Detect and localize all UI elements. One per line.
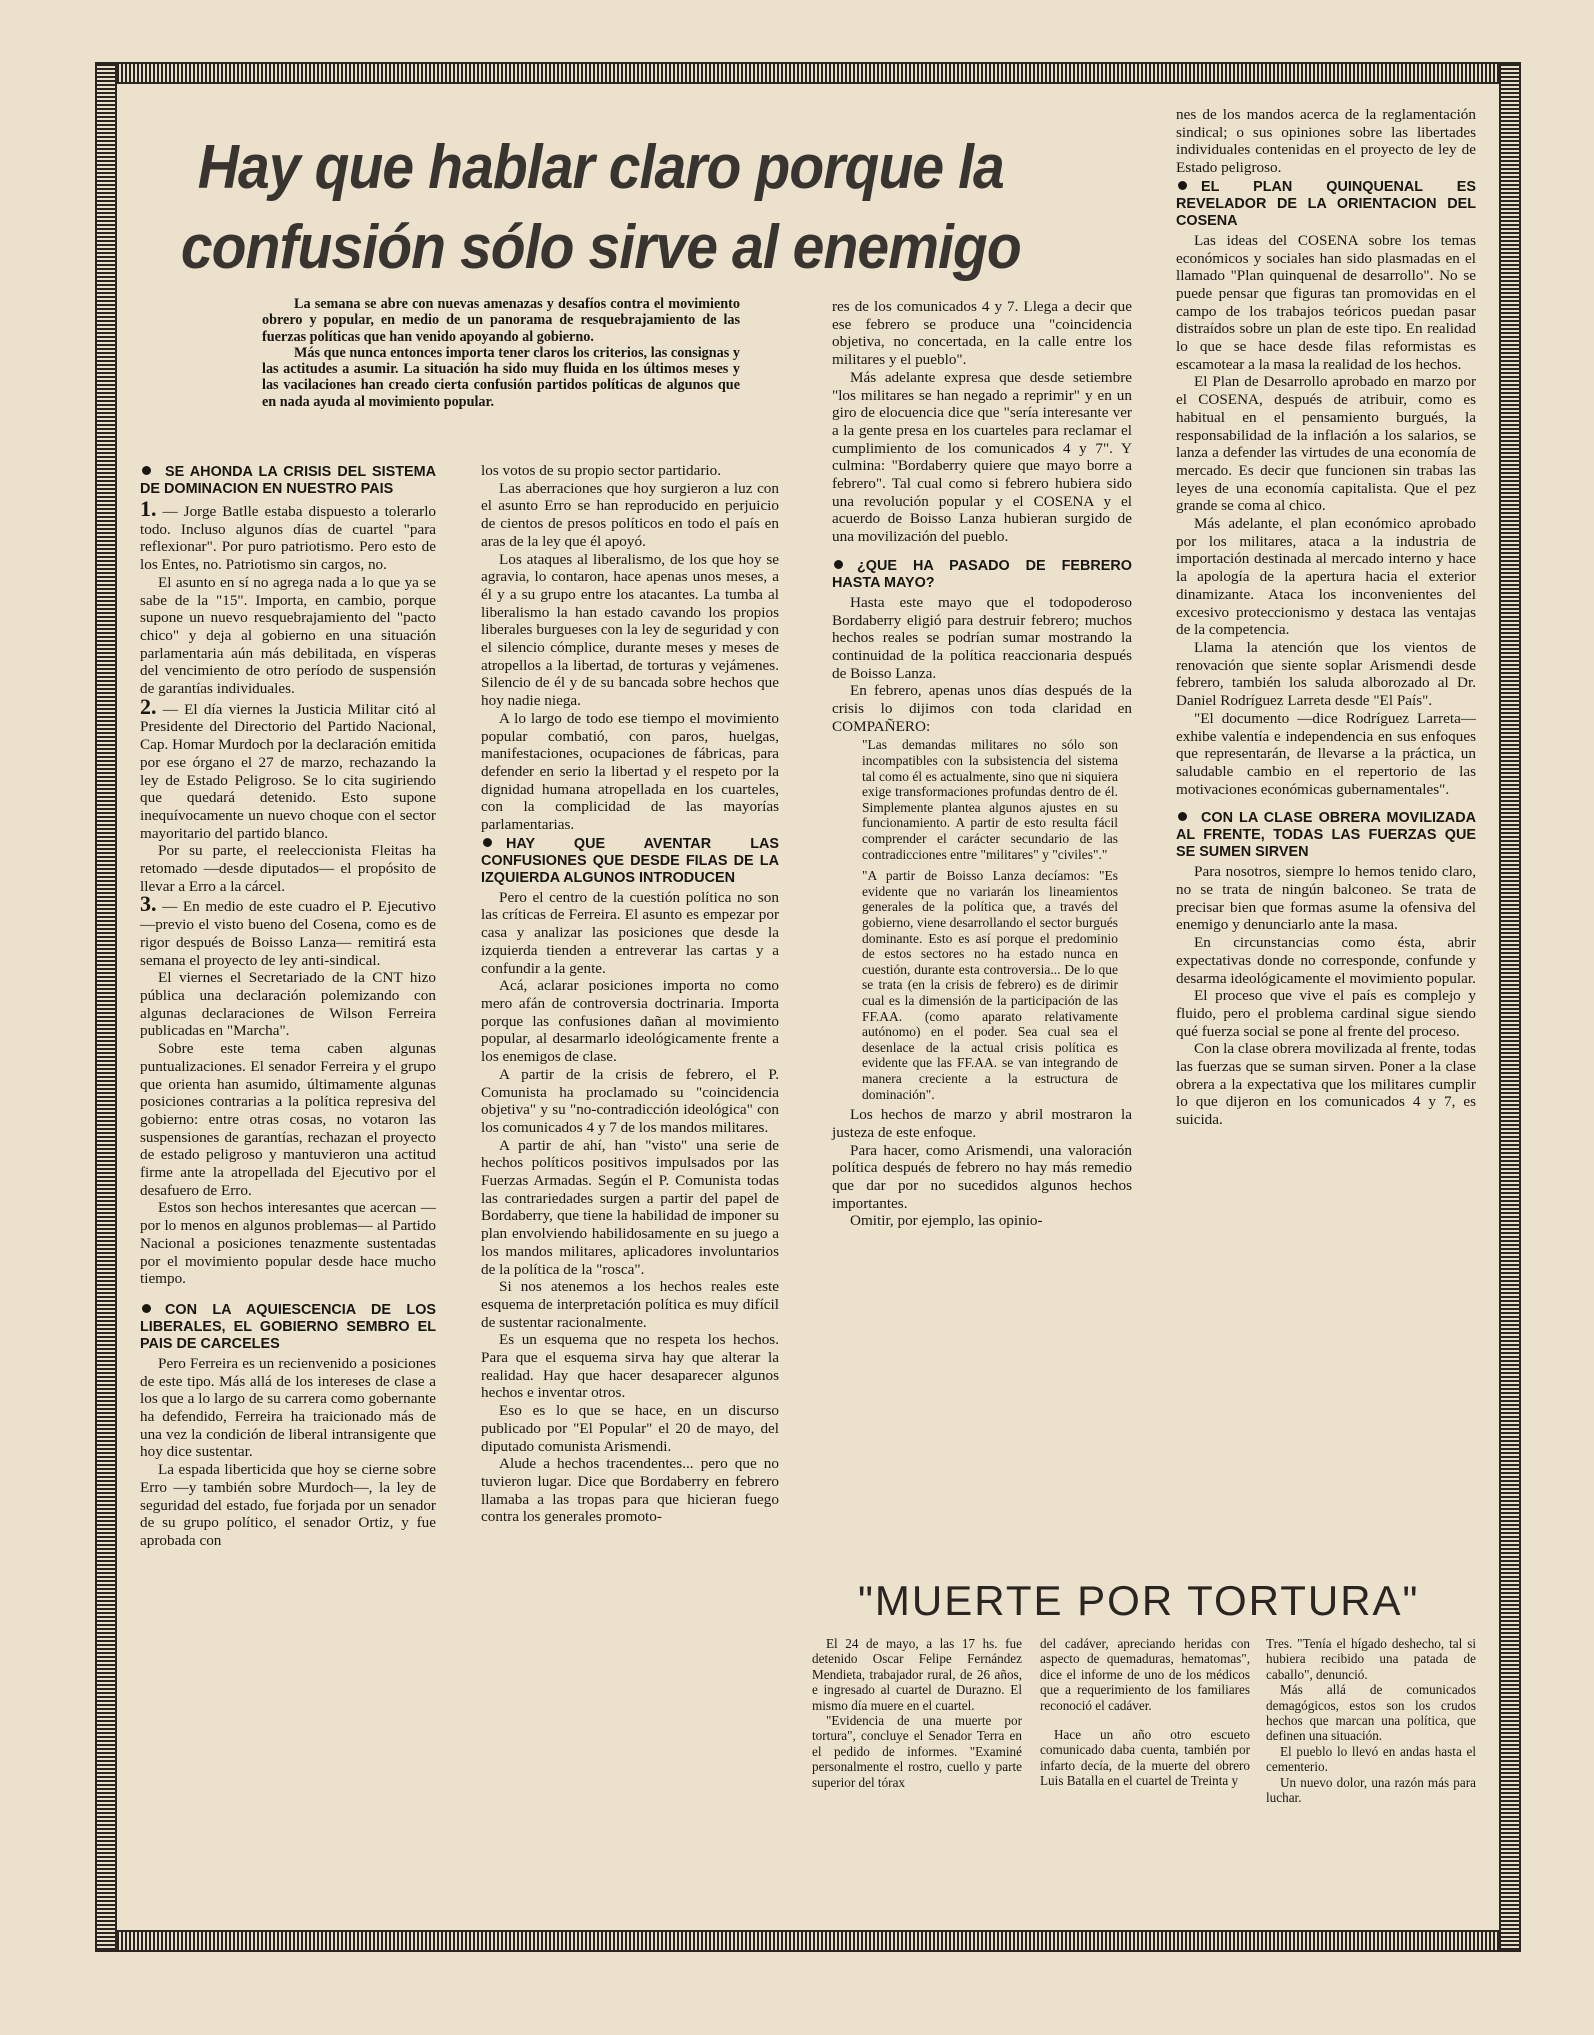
paragraph: En circunstancias como ésta, abrir expectativas donde no corresponde, confunde y desarma ideológicamente el movimiento popular. <box>1176 934 1476 987</box>
paragraph: Pero el centro de la cuestión política no son las críticas de Ferreira. El asunto es empezar por casa y analizar las posiciones que desde la izquierda tienden a entreverar las cartas y a confundir a la gente. <box>481 888 779 977</box>
box-column-1 <box>812 1636 1022 1790</box>
paragraph: Más adelante, el plan económico aprobado por los militares, ataca a la industria de importación destinada al mercado interno y hace la apología de la apertura hacia el exterior dinamizante. Ataca los inconvenientes del excesivo proteccionismo y destaca las ventajas de la competencia. <box>1176 515 1476 639</box>
lead-paragraph: La semana se abre con nuevas amenazas y desafíos contra el movimiento obrero y popular, en medio de un panorama de resquebrajamiento de las fuerzas políticas que han venido apoyando al gobierno. <box>262 296 740 345</box>
paragraph: A partir de ahí, han "visto" una serie de hechos políticos positivos impulsados por las Fuerzas Armadas. Según el P. Comunista todas las contrariedades surgen a partir del papel de Bordaberry, que tiene la habilidad de imponer su plan envolviendo habilidosamente en su juego a los mandos militares, aplicadores involuntarios de la política de la "rosca". <box>481 1136 779 1278</box>
paragraph: A partir de la crisis de febrero, el P. Comunista ha proclamado su "coincidencia objetiva" y su "no-contradicción ideológica" con los comunicados 4 y 7 de los mandos militares. <box>481 1065 779 1136</box>
paragraph: Acá, aclarar posiciones importa no como mero afán de controversia doctrinaria. Importa porque las confusiones dañan al movimiento popular, al desarmarlo ideológicamente frente a los enemigos de clase. <box>481 977 779 1066</box>
lead-paragraph: Más que nunca entonces importa tener claros los criterios, las consignas y las actitudes a asumir. La situación ha sido muy fluida en los últimos meses y las vacilaciones han creado cierta confusión partidos políticas de algunos que en nada ayuda al movimiento popular. <box>262 344 740 410</box>
paragraph: Con la clase obrera movilizada al frente, todas las fuerzas que se suman sirven. Poner a la clase obrera a la expectativa que los militares cumplir lo que dijeron en los comunicados 4 y 7, es suicida. <box>1176 1040 1476 1129</box>
quote-paragraph: "A partir de Boisso Lanza decíamos: "Es evidente que no variarán los lineamientos generales de la política que, a través del gobierno, viene desarrollando el sector burgués dominante. Esto es así porque el predominio de estos sectores no ha estado nunca en cuestión, durante esta controversia... De lo que se trata (en la crisis de febrero) es de dirimir cual es la dimensión de la participación de las FF.AA. (como aparato relativamente autónomo) en el poder. Sea cual sea el desenlace de la actual crisis política es evidente que las FF.AA. se van integrando de manera creciente a la estructura de dominación". <box>862 868 1118 1102</box>
section-heading: CON LA CLASE OBRERA MOVILIZADA AL FRENTE, TODAS LAS FUERZAS QUE SE SUMEN SIRVEN <box>1176 810 1476 861</box>
box-title: "MUERTE POR TORTURA" <box>858 1577 1420 1624</box>
paragraph: Eso es lo que se hace, en un discurso publicado por "El Popular" el 20 de mayo, del diputado comunista Arismendi. <box>481 1402 779 1455</box>
lead-paragraphs <box>262 296 740 410</box>
paragraph: En febrero, apenas unos días después de la crisis lo dijimos con toda claridad en COMPAÑERO: <box>832 682 1132 735</box>
paragraph: Hasta este mayo que el todopoderoso Bordaberry eligió para destruir febrero; muchos hechos reales se podrían sumar mostrando la continuidad de la política reaccionaria después de Boisso Lanza. <box>832 593 1132 682</box>
bullet-icon <box>1178 181 1187 190</box>
paragraph: Omitir, por ejemplo, las opinio- <box>850 1212 1043 1230</box>
paragraph: Alude a hechos tracendentes... pero que no tuvieron lugar. Dice que Bordaberry en febrero llamaba a las tropas para que hicieran fuego contra los generales promoto- <box>481 1455 779 1526</box>
section-heading: HAY QUE AVENTAR LAS CONFUSIONES QUE DESDE FILAS DE LA IZQUIERDA ALGUNOS INTRODUCEN <box>481 835 779 886</box>
paragraph: 3. — En medio de este cuadro el P. Ejecutivo —previo el visto bueno del Cosena, como es de rigor después de Boisso Lanza— remitirá esta semana el proyecto de ley anti-sindical. <box>140 891 436 969</box>
paragraph: Más allá de comunicados demagógicos, estos son los crudos hechos que marcan una política, que definen una situación. <box>1266 1682 1476 1744</box>
column-1 <box>140 462 436 1550</box>
paragraph: Estos son hechos interesantes que acercan —por lo menos en algunos problemas— al Partido Nacional a posiciones tenazmente sustentadas por el movimiento popular desde hace mucho tiempo. <box>140 1199 436 1288</box>
paragraph: Pero Ferreira es un recienvenido a posiciones de este tipo. Más allá de los intereses de clase a los que a lo largo de su carrera como gobernante ha defendido, Ferreira ha traicionado más de una vez la condición de liberal intransigente que hoy dice sustentar. <box>140 1354 436 1461</box>
paragraph: Las aberraciones que hoy surgieron a luz con el asunto Erro se han reproducido en perjuicio de cientos de presos políticos en todo el país en aras de la ley que él apoyó. <box>481 479 779 550</box>
paragraph: 1. — Jorge Batlle estaba dispuesto a tolerarlo todo. Incluso algunos días de cuartel "para reflexionar". Por puro patriotismo. Pero esto de los Entes, no. Patriotismo sin cargos, no. <box>140 496 437 574</box>
paragraph: Las ideas del COSENA sobre los temas económicos y sociales han sido plasmadas en el llamado "Plan quinquenal de desarrollo". No se puede pensar que figuras tan promovidas en el campo de los trabajos teóricos puedan pasar distraídos sobre un plan de este tipo. En realidad lo que se hace desde filas reformistas es escamotear a la masa la realidad de los hechos. <box>1176 231 1476 373</box>
paragraph: Más adelante expresa que desde setiembre "los militares se han negado a reprimir" y en un giro de elocuencia dice que "sería interesante ver a la gente presa en los cuarteles para reclamar el cumplimiento de los comunicados 4 y 7". Y culmina: "Bordaberry quiere que mayo borre a febrero". Tal cual como si febrero hubiera sido una revolución popular y el COSENA y el acuerdo de Boisso Lanza hubieran surgido de una movilización del pueblo. <box>832 368 1132 546</box>
paragraph: Para hacer, como Arismendi, una valoración política después de febrero no hay más remedio que dar por no sucedidos algunos hechos importantes. <box>832 1141 1132 1212</box>
section-heading: CON LA AQUIESCENCIA DE LOS LIBERALES, EL GOBIERNO SEMBRO EL PAIS DE CARCELES <box>140 1301 436 1352</box>
quote-paragraph: "Las demandas militares no sólo son incompatibles con la subsistencia del sistema tal como él es actualmente, sino que ni siquiera exige transformaciones profundas dentro de él. Simplemente plantea algunos ajustes en su funcionamiento. A partir de esto resulta fácil comprender el carácter secundario de las contradicciones entre "militares" y "civiles"." <box>862 737 1118 862</box>
bullet-icon <box>834 560 843 569</box>
paragraph: Un nuevo dolor, una razón más para luchar. <box>1266 1774 1476 1806</box>
decorative-border-bottom <box>95 1930 1521 1952</box>
paragraph: El Plan de Desarrollo aprobado en marzo por el COSENA, después de atribuir, como es habitual en el pensamiento burgués, la responsabilidad de la inflación a los salarios, se lanza a defender las virtudes de una economía de mercado. Es decir que funcionen sin trabas las leyes de una economía capitalista. Que el pez grande se coma al chico. <box>1176 373 1476 515</box>
decorative-border-left <box>95 62 117 1952</box>
paragraph: res de los comunicados 4 y 7. Llega a decir que ese febrero se produce una "coincidencia objetiva, no concertada, en la calle entre los militares y el pueblo". <box>832 298 1132 369</box>
box-column-3 <box>1266 1636 1476 1805</box>
headline-line-2: confusión sólo sirve al enemigo <box>180 213 1021 282</box>
bullet-icon <box>142 466 151 475</box>
paragraph: Por su parte, el reeleccionista Fleitas ha retomado —desde diputados— el propósito de llevar a Erro a la cárcel. <box>140 842 436 895</box>
decorative-border-top <box>95 62 1521 84</box>
paragraph: "El documento —dice Rodríguez Larreta— exhibe valentía e independencia en sus enfoques que representarán, de llevarse a la práctica, un saludable cambio en el repertorio de las motivaciones económicas gubernamentales". <box>1176 709 1476 798</box>
paragraph: El asunto en sí no agrega nada a lo que ya se sabe de la "15". Importa, en cambio, porque supone un nuevo resquebrajamiento del "pacto chico" y deja al gobierno en una situación parlamentaria aún más debilitada, en vísperas del vencimiento de otro período de suspensión de garantías individuales. <box>140 573 436 698</box>
paragraph: "Evidencia de una muerte por tortura", concluye el Senador Terra en el pedido de informes. "Examiné personalmente el rostro, cuello y parte superior del tórax <box>812 1713 1022 1790</box>
bullet-icon <box>1178 812 1187 821</box>
column-4 <box>1176 106 1476 1129</box>
paragraph: Hace un año otro escueto comunicado daba cuenta, también por infarto decía, de la muerte del obrero Luis Batalla en el cuartel de Treinta y <box>1040 1727 1250 1789</box>
paragraph: A lo largo de todo ese tiempo el movimiento popular combatió, con paros, huelgas, manifestaciones, ocupaciones de fábricas, para defender en serio la libertad y el respeto por la dignidad humana atropellada en los cuarteles, con la complicidad de las mayorías parlamentarias. <box>481 709 779 834</box>
paragraph: del cadáver, apreciando heridas con aspecto de quemaduras, hematomas", dice el informe de uno de los médicos que a requerimiento de los familiares reconoció el cadáver. <box>1040 1636 1250 1713</box>
box-column-2 <box>1040 1636 1250 1789</box>
bullet-icon <box>142 1304 151 1313</box>
paragraph: nes de los mandos acerca de la reglamentación sindical; o sus opiniones sobre las libertades individuales contenidas en el proyecto de ley de Estado peligroso. <box>1176 106 1476 177</box>
paragraph: Para nosotros, siempre lo hemos tenido claro, no se trata de ningún balconeo. Se trata de precisar bien que formas asume la ofensiva del enemigo y denunciarlo ante la masa. <box>1176 863 1476 934</box>
paragraph: Es un esquema que no respeta los hechos. Para que el esquema sirva hay que alterar la realidad. Hay que hacer desaparecer algunos hechos e inventar otros. <box>481 1331 779 1402</box>
paragraph: El 24 de mayo, a las 17 hs. fue detenido Oscar Felipe Fernández Mendieta, trabajador rural, de 26 años, e ingresado al cuartel de Durazno. El mismo día muere en el cuartel. <box>812 1636 1022 1713</box>
paragraph: La espada liberticida que hoy se cierne sobre Erro —y también sobre Murdoch—, la ley de seguridad del estado, fue forjada por un senador de su grupo político, el senador Ortiz, y fue aprobada con <box>140 1461 436 1549</box>
column-2 <box>481 462 779 1526</box>
paragraph: Los hechos de marzo y abril mostraron la justeza de este enfoque. <box>832 1106 1132 1141</box>
paragraph: 2. — El día viernes la Justicia Militar citó al Presidente del Directorio del Partido Nacional, Cap. Homar Murdoch por la declaración emitida por ese órgano el 27 de marzo, rechazando la ley de Estado Peligroso. Se lo cita sugiriendo que quedará detenido. Esto supone inequívocamente un nuevo choque con el sector mayoritario del partido blanco. <box>140 693 436 842</box>
headline-line-1: Hay que hablar claro porque la <box>197 133 1004 202</box>
paragraph: El proceso que vive el país es complejo y fluido, pero el problema cardinal sigue siendo qué fuerza social se pone al frente del proceso. <box>1176 987 1476 1040</box>
paragraph: Llama la atención que los vientos de renovación que siente soplar Arismendi desde febrero, también los saluda alborozado al Dr. Daniel Rodríguez Larreta desde "El País". <box>1176 638 1476 710</box>
paragraph: los votos de su propio sector partidario. <box>481 462 722 479</box>
paragraph: Tres. "Tenía el hígado deshecho, tal si hubiera recibido una patada de caballo", denunció. <box>1266 1636 1476 1682</box>
paragraph: Los ataques al liberalismo, de los que hoy se agravia, lo contaron, hace apenas unos meses, a él y a su grupo entre los atacantes. La tumba al liberalismo la han estado cavando los propios liberales burgueses con la ley de seguridad y con el silencio cómplice, durante meses y meses de atropellos a la libertad, de torturas y vejámenes. Silencio de él y de su bancada sobre hechos que hoy nadie niega. <box>481 550 779 710</box>
headline <box>150 128 1052 288</box>
bullet-icon <box>483 838 492 847</box>
column-3 <box>832 298 1132 1230</box>
section-heading: EL PLAN QUINQUENAL ES REVELADOR DE LA ORIENTACION DEL COSENA <box>1176 178 1476 229</box>
quoted-excerpt <box>832 737 1132 1102</box>
paragraph: Sobre este tema caben algunas puntualizaciones. El senador Ferreira y el grupo que orienta han asumido, últimamente algunas posiciones contrarias a la política represiva del gobierno: entre otras cosas, no votaron las suspensiones de garantías, rechazan el proyecto de estado peligroso y mantuvieron una actitud firme ante la atropellada del Ejecutivo por el desafuero de Erro. <box>140 1040 436 1199</box>
section-heading: ¿QUE HA PASADO DE FEBRERO HASTA MAYO? <box>832 557 1132 591</box>
decorative-border-right <box>1499 62 1521 1952</box>
paragraph: El pueblo lo llevó en andas hasta el cementerio. <box>1266 1743 1476 1775</box>
paragraph: Si nos atenemos a los hechos reales este esquema de interpretación política es muy difícil de sustentar racionalmente. <box>481 1278 779 1331</box>
section-heading: SE AHONDA LA CRISIS DEL SISTEMA DE DOMINACION EN NUESTRO PAIS <box>140 464 436 497</box>
paragraph: El viernes el Secretariado de la CNT hizo pública una declaración polemizando con algunas declaraciones de Wilson Ferreira publicadas en "Marcha". <box>140 969 436 1040</box>
